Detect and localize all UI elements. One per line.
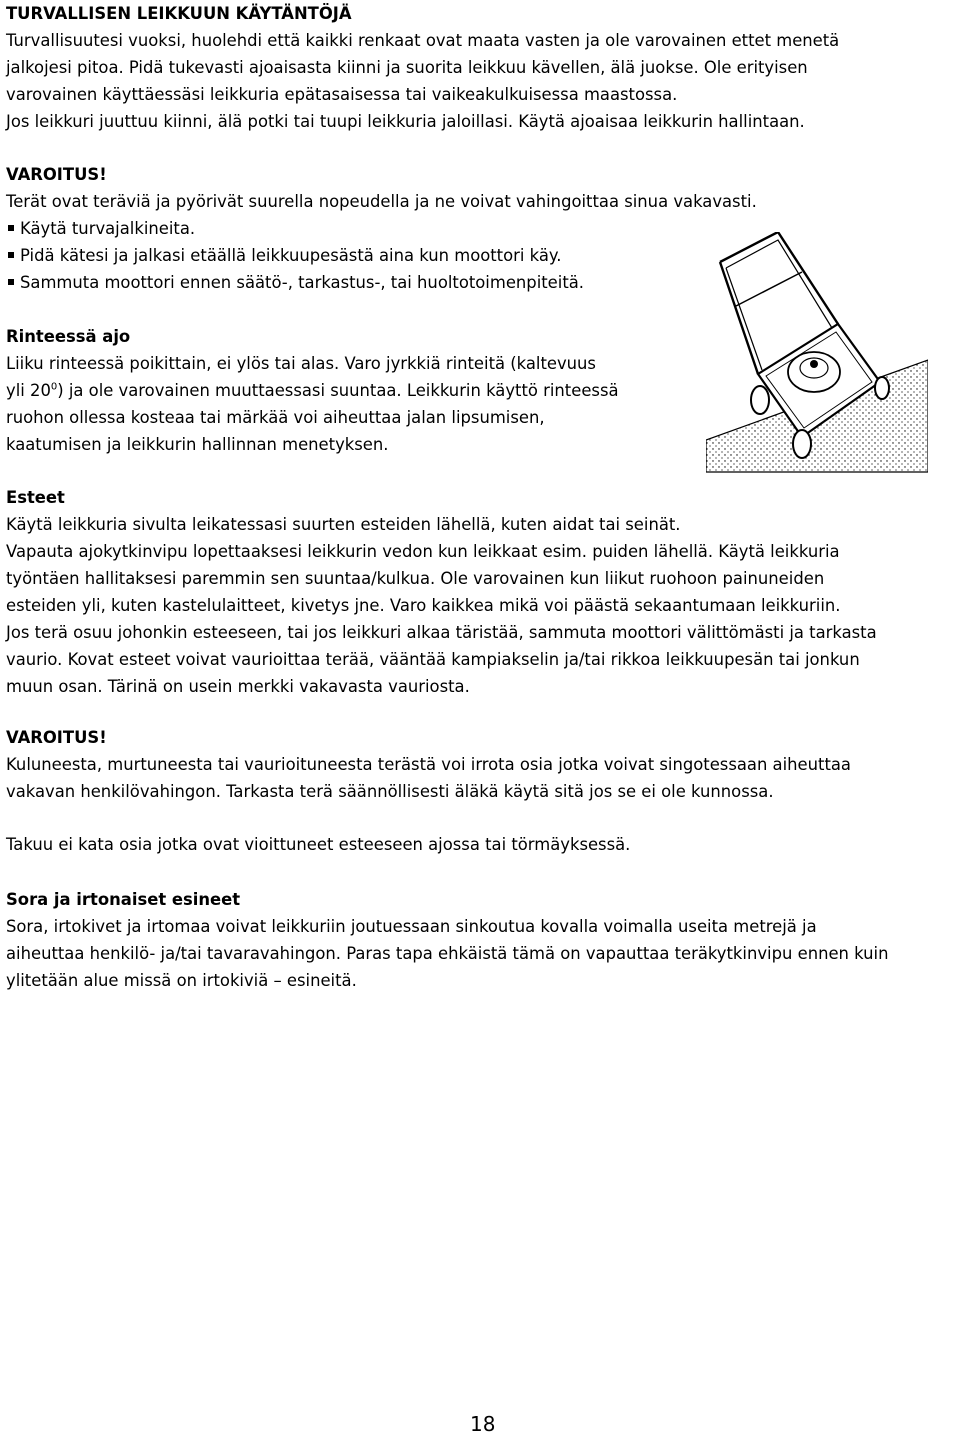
warning-heading: VAROITUS! (6, 728, 107, 747)
bullet-item: Käytä turvajalkineita. (6, 215, 956, 242)
bullet-item: Pidä kätesi ja jalkasi etäällä leikkuupesästä aina kun moottori käy. (6, 242, 956, 269)
safety-practices-heading: TURVALLISEN LEIKKUUN KÄYTÄNTÖJÄ (6, 4, 352, 23)
paragraph-line: vaurio. Kovat esteet voivat vaurioittaa terää, vääntää kampiakselin ja/tai rikkoa leikkuupesän tai jonkun (6, 650, 860, 669)
paragraph-line: Kuluneesta, murtuneesta tai vaurioituneesta terästä voi irrota osia jotka voivat singotessaan aiheuttaa (6, 755, 851, 774)
gravel-section (6, 886, 956, 994)
paragraph-line: ylitetään alue missä on irtokiviä – esineitä. (6, 971, 357, 990)
obstacles-heading: Esteet (6, 488, 65, 507)
paragraph-line: Jos terä osuu johonkin esteeseen, tai jos leikkuri alkaa täristää, sammuta moottori välittömästi ja tarkasta (6, 623, 877, 642)
bullet-square-icon (8, 252, 14, 258)
page-number: 18 (470, 1412, 496, 1436)
paragraph-line: muun osan. Tärinä on usein merkki vakavasta vauriosta. (6, 677, 470, 696)
slope-heading: Rinteessä ajo (6, 327, 131, 346)
paragraph-line: esteiden yli, kuten kastelulaitteet, kivetys jne. Varo kaikkea mikä voi päästä sekaantumaan leikkuriin. (6, 596, 841, 615)
paragraph-line: yli $20^0$) ja ole varovainen muuttaessasi suuntaa. Leikkurin käyttö rinteessä (6, 381, 619, 400)
paragraph-line: ruohon ollessa kosteaa tai märkää voi aiheuttaa jalan lipsumisen, (6, 408, 545, 427)
paragraph-line: kaatumisen ja leikkurin hallinnan menetyksen. (6, 435, 389, 454)
paragraph-line: vakavan henkilövahingon. Tarkasta terä säännöllisesti äläkä käytä sitä jos se ei ole kunnossa. (6, 782, 774, 801)
paragraph-line: Sora, irtokivet ja irtomaa voivat leikkuriin joutuessaan sinkoutua kovalla voimalla useita metrejä ja (6, 917, 817, 936)
paragraph-line: Liiku rinteessä poikittain, ei ylös tai alas. Varo jyrkkiä rinteitä (kaltevuus (6, 354, 596, 373)
paragraph-line: varovainen käyttäessäsi leikkuria epätasaisessa tai vaikeakulkuisessa maastossa. (6, 85, 678, 104)
safety-practices-section (6, 0, 956, 135)
bullet-square-icon (8, 279, 14, 285)
warning-heading: VAROITUS! (6, 165, 107, 184)
worn-blade-warning-section (6, 724, 956, 805)
mower-on-slope-illustration (706, 232, 928, 480)
gravel-heading: Sora ja irtonaiset esineet (6, 890, 241, 909)
bullet-item: Sammuta moottori ennen säätö-, tarkastus-, tai huoltotoimenpiteitä. (6, 269, 956, 296)
obstacles-section (6, 484, 956, 700)
bullet-square-icon (8, 225, 14, 231)
paragraph-line: Käytä leikkuria sivulta leikatessasi suurten esteiden lähellä, kuten aidat tai seinät. (6, 515, 681, 534)
paragraph-line: työntäen hallitaksesi paremmin sen suuntaa/kulkua. Ole varovainen kun liikut ruohoon painuneiden (6, 569, 825, 588)
warranty-note (6, 831, 956, 858)
paragraph-line: Vapauta ajokytkinvipu lopettaaksesi leikkurin vedon kun leikkaat esim. puiden lähellä. Käytä leikkuria (6, 542, 840, 561)
paragraph-line: Jos leikkuri juuttuu kiinni, älä potki tai tuupi leikkuria jaloillasi. Käytä ajoaisaa leikkurin hallintaan. (6, 112, 805, 131)
paragraph-line: Turvallisuutesi vuoksi, huolehdi että kaikki renkaat ovat maata vasten ja ole varovainen ettet menetä (6, 31, 840, 50)
warning-text: Terät ovat teräviä ja pyörivät suurella nopeudella ja ne voivat vahingoittaa sinua vakavasti. (6, 192, 757, 211)
paragraph-line: Takuu ei kata osia jotka ovat vioittuneet esteeseen ajossa tai törmäyksessä. (6, 835, 631, 854)
paragraph-line: aiheuttaa henkilö- ja/tai tavaravahingon. Paras tapa ehkäistä tämä on vapauttaa teräkytkinvipu ennen kuin (6, 944, 889, 963)
paragraph-line: jalkojesi pitoa. Pidä tukevasti ajoaisasta kiinni ja suorita leikkuu kävellen, älä juokse. Ole erityisen (6, 58, 808, 77)
